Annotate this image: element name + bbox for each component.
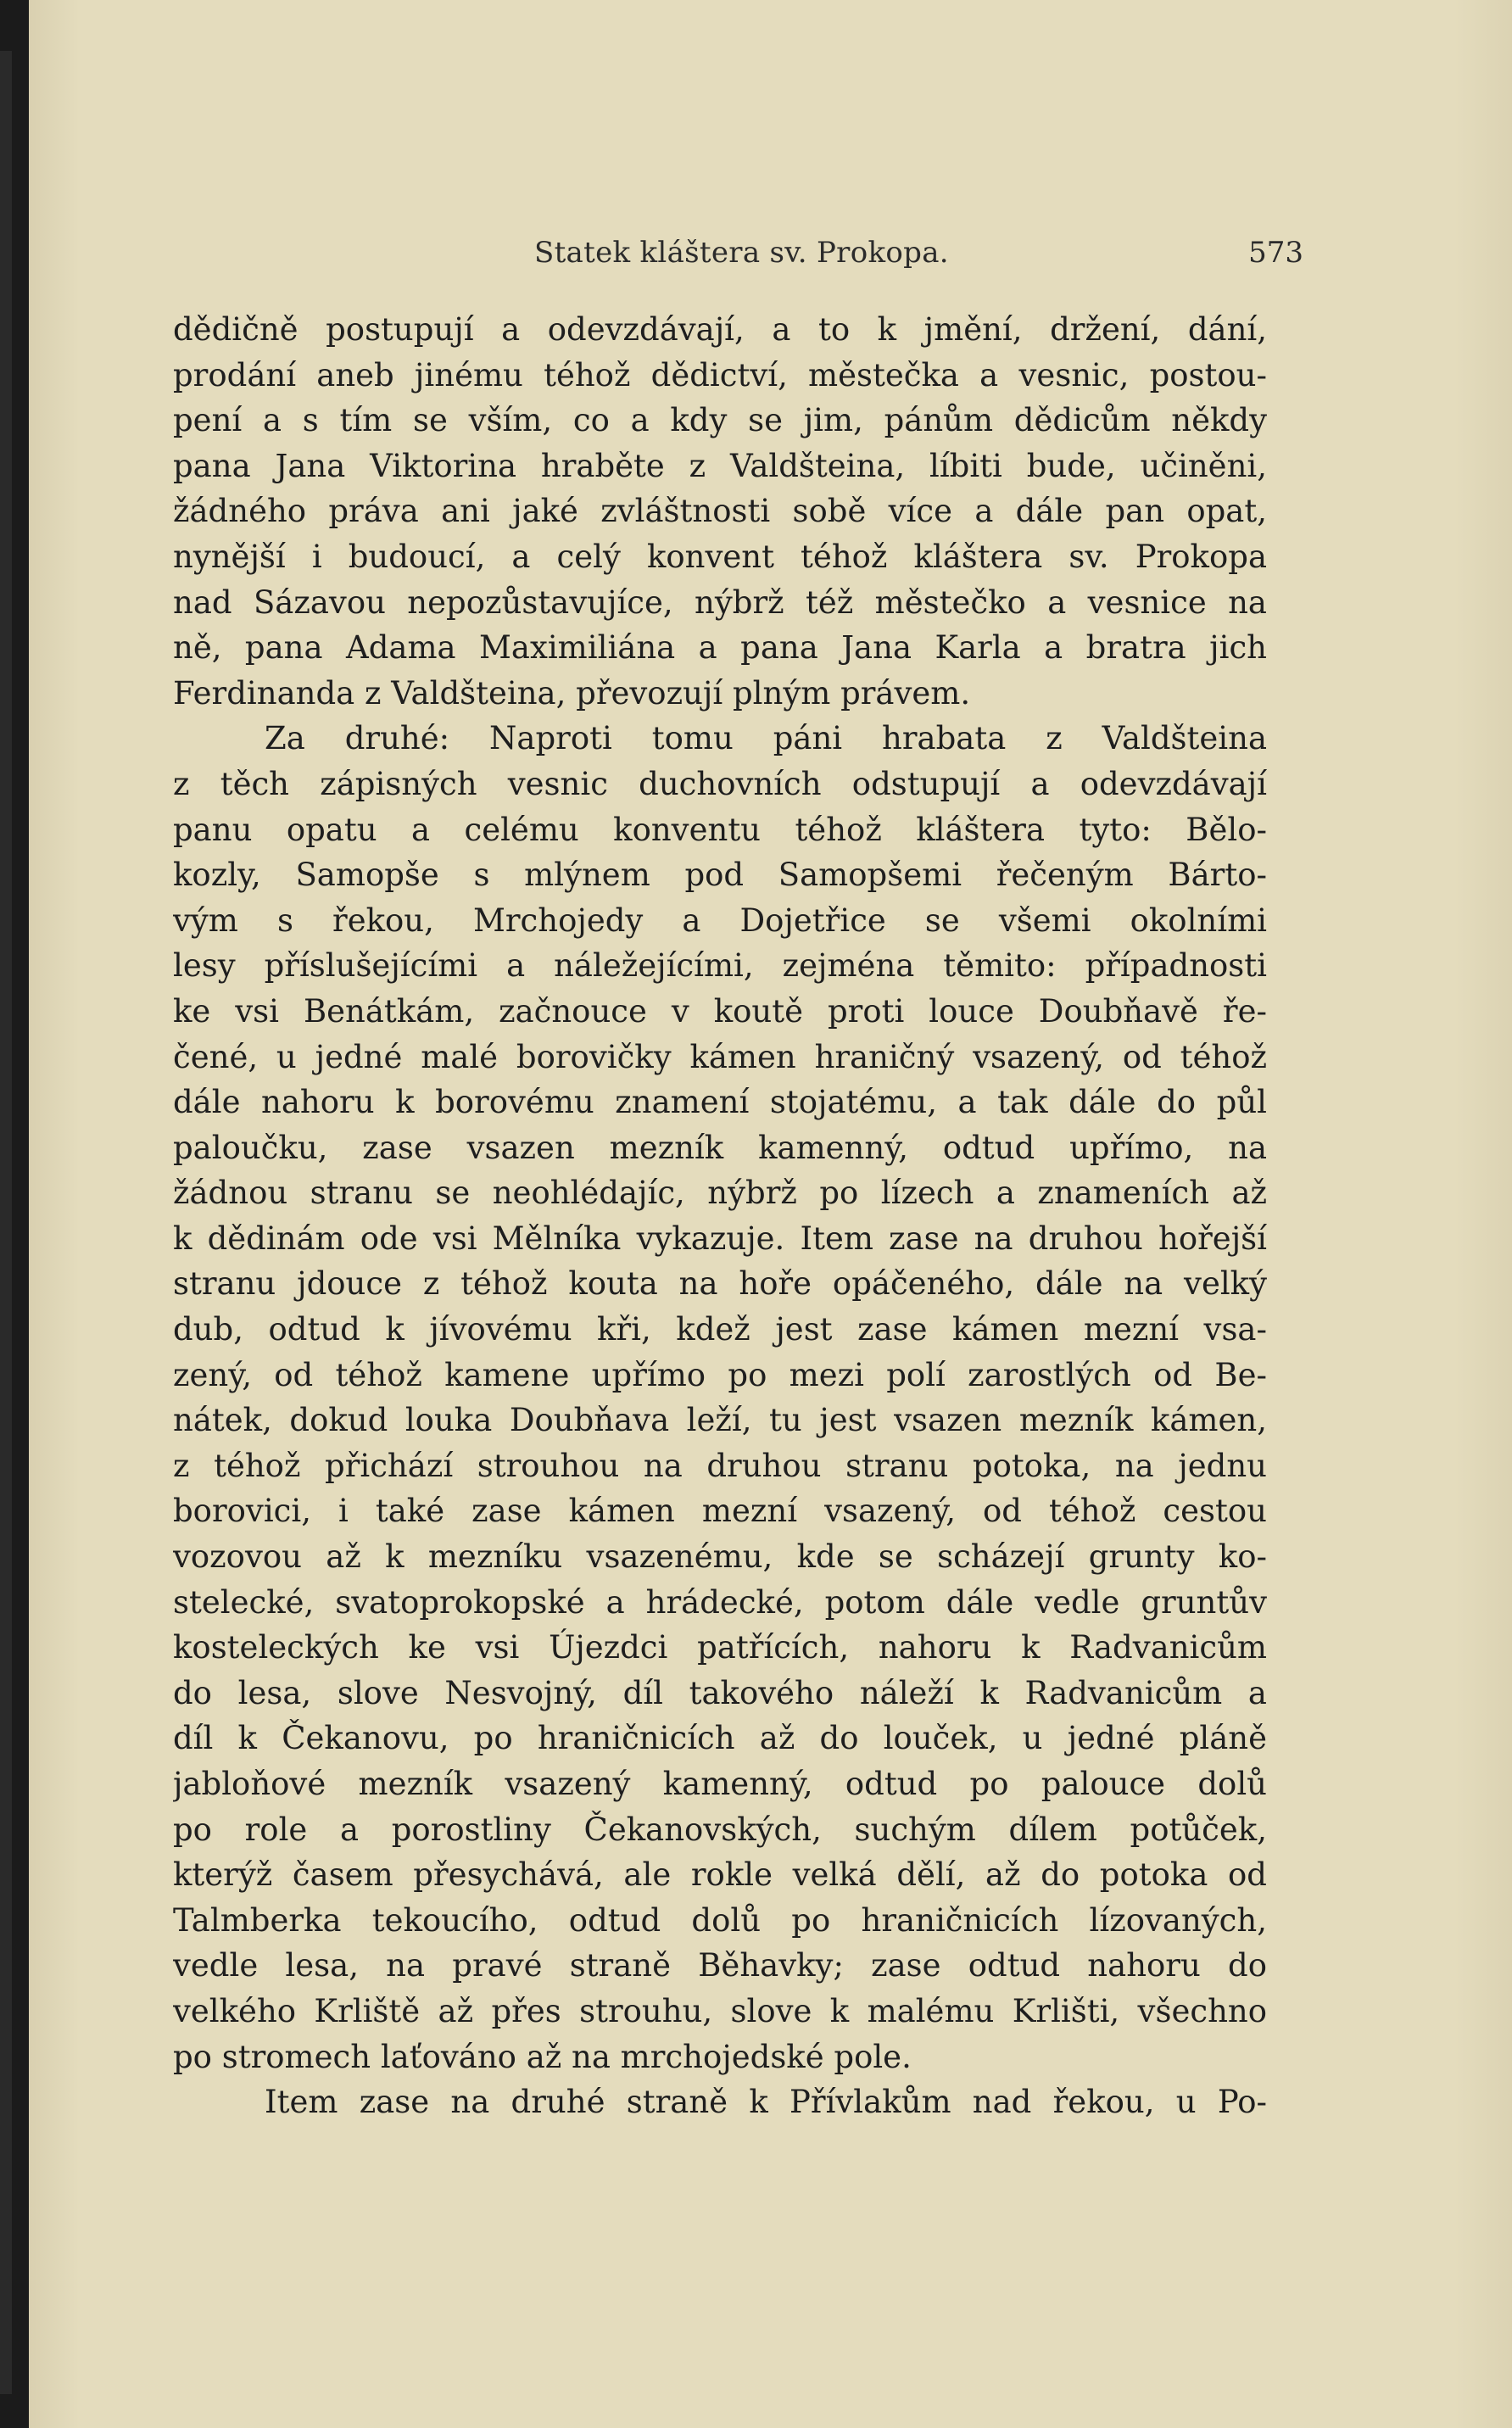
text-line: vedle lesa, na pravé straně Běhavky; zase odtud nahoru do: [173, 1947, 1267, 1984]
running-head-title: Statek kláštera sv. Prokopa.: [534, 236, 949, 270]
text-line: panu opatu a celému konventu téhož kláštera tyto: Bělo-: [173, 811, 1267, 848]
text-line: pení a s tím se vším, co a kdy se jim, pánům dědicům někdy: [173, 402, 1267, 439]
text-line: z těch zápisných vesnic duchovních odstupují a odevzdávají: [173, 765, 1267, 802]
text-line: díl k Čekanovu, po hraničnicích až do louček, u jedné pláně: [173, 1720, 1267, 1757]
text-line: zený, od téhož kamene upřímo po mezi polí zarostlých od Be-: [173, 1356, 1267, 1393]
text-line: po stromech laťováno až na mrchojedské pole.: [173, 2038, 912, 2075]
text-line: dále nahoru k borovému znamení stojatému, a tak dále do půl: [173, 1084, 1267, 1121]
text-line: vozovou až k mezníku vsazenému, kde se scházejí grunty ko-: [173, 1538, 1267, 1576]
text-line: lesy příslušejícími a náležejícími, zejména těmito: případnosti: [173, 947, 1267, 985]
text-line: pana Jana Viktorina hraběte z Valdšteina, líbiti bude, učiněni,: [173, 447, 1267, 484]
text-line: žádnou stranu se neohlédajíc, nýbrž po lízech a znameních až: [173, 1175, 1267, 1212]
running-header: [29, 236, 1512, 278]
text-line: palоučku, zase vsazen mezník kamenný, odtud upřímo, na: [173, 1129, 1267, 1166]
text-line: Item zase na druhé straně k Přívlakům nad řekou, u Po-: [265, 2084, 1267, 2121]
text-line: kterýž časem přesychává, ale rokle velká dělí, až do potoka od: [173, 1856, 1267, 1894]
text-line: kosteleckých ke vsi Újezdci patřících, nahoru k Radvanicům: [173, 1629, 1267, 1666]
text-line: jabloňové mezník vsazený kamenný, odtud po palouce dolů: [173, 1766, 1267, 1802]
text-line: z téhož přichází strouhou na druhou stranu potoka, na jednu: [173, 1447, 1267, 1484]
book-binding-edge: [0, 51, 12, 2394]
text-line: ke vsi Benátkám, začnouce v koutě proti louce Doubňavě ře-: [173, 992, 1267, 1030]
text-line: nátek, dokud louka Doubňava leží, tu jest vsazen mezník kámen,: [173, 1402, 1267, 1439]
text-line: k dědinám ode vsi Mělníka vykazuje. Item zase na druhou hořejší: [173, 1220, 1267, 1257]
text-line: dub, odtud k jívovému kři, kdež jest zase kámen mezní vsa-: [173, 1311, 1267, 1348]
text-line: stranu jdouce z téhož kouta na hoře opáčeného, dále na velký: [173, 1265, 1267, 1303]
text-line: Ferdinanda z Valdšteina, převozují plným právem.: [173, 674, 971, 712]
text-line: nynější i budoucí, a celý konvent téhož kláštera sv. Prokopa: [173, 538, 1267, 575]
text-line: Za druhé: Naproti tomu páni hrabata z Valdšteina: [265, 720, 1267, 757]
text-line: do lesa, slove Nesvojný, díl takového náleží k Radvanicům a: [173, 1674, 1267, 1711]
text-line: Talmberka tekoucího, odtud dolů po hraničnicích lízovaných,: [173, 1901, 1267, 1939]
text-line: nad Sázavou nepozůstavujíce, nýbrž též městečko a vesnice na: [173, 583, 1267, 621]
text-line: žádného práva ani jaké zvláštnosti sobě více a dále pan opat,: [173, 493, 1267, 530]
text-line: vým s řekou, Mrchojedy a Dojetřice se všemi okolními: [173, 901, 1267, 939]
text-line: borovici, i také zase kámen mezní vsazený, od téhož cestou: [173, 1493, 1267, 1530]
text-line: čené, u jedné malé borovičky kámen hraničný vsazený, od téhož: [173, 1038, 1267, 1075]
text-line: ně, pana Adama Maximiliána a pana Jana Karla a bratra jich: [173, 629, 1267, 667]
page-number: 573: [1248, 236, 1303, 270]
text-line: kozly, Samopše s mlýnem pod Samopšemi řečeným Bárto-: [173, 857, 1267, 894]
text-line: stelecké, svatoprokopské a hrádecké, potom dále vedle gruntův: [173, 1583, 1267, 1621]
text-line: po role a porostliny Čekanovských, suchým dílem potůček,: [173, 1811, 1267, 1848]
text-line: velkého Krliště až přes strouhu, slove k malému Krlišti, všechno: [173, 1992, 1267, 2029]
text-line: prodání aneb jinému téhož dědictví, městečka a vesnic, postou-: [173, 356, 1267, 394]
body-text: [173, 307, 1267, 2125]
text-line: dědičně postupují a odevzdávají, a to k jmění, držení, dání,: [173, 311, 1267, 348]
